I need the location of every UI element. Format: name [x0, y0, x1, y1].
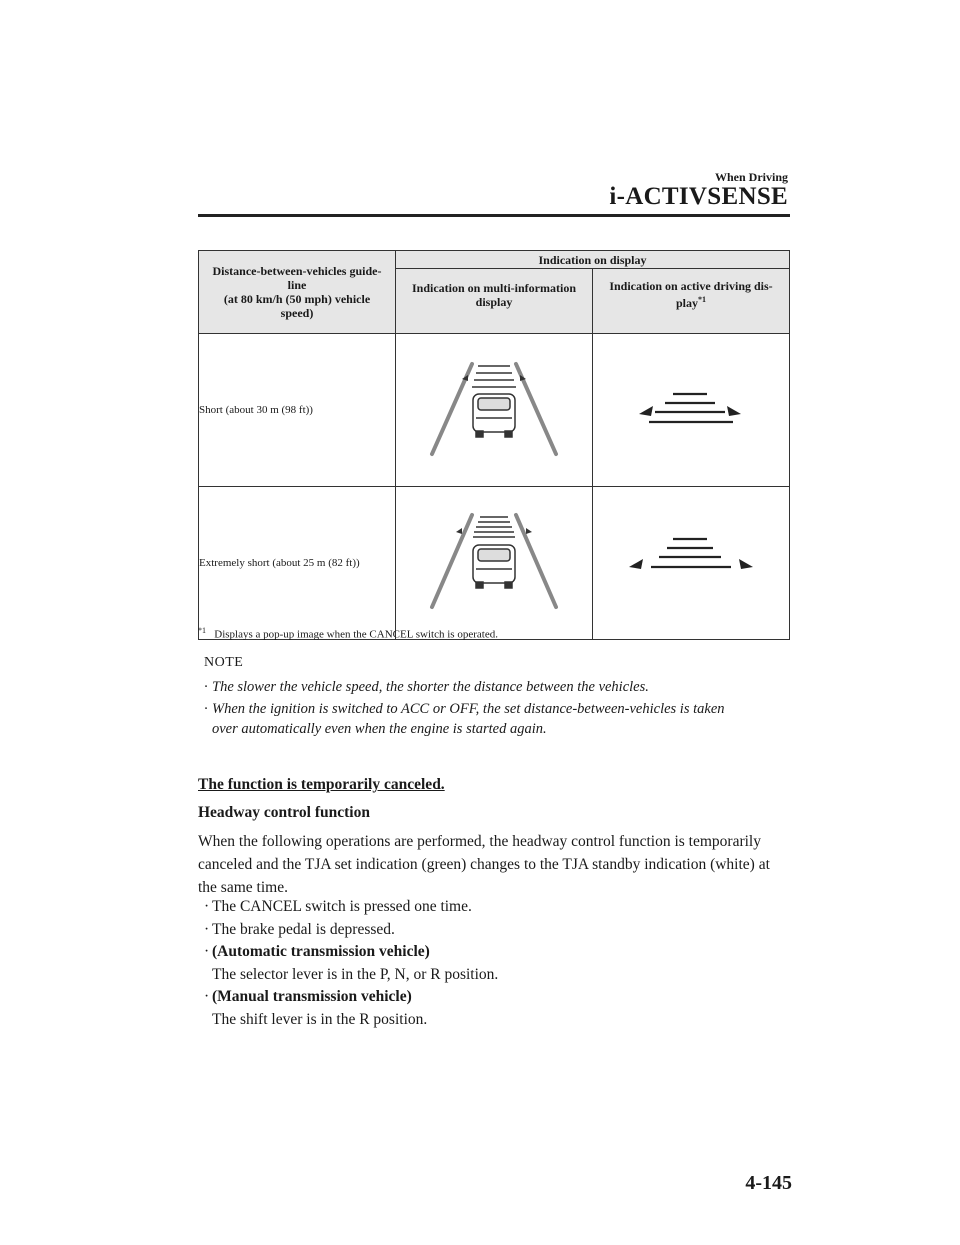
list-item: · (Manual transmission vehicle) — [204, 988, 412, 1005]
distance-bars-extremely-short-icon — [593, 487, 789, 634]
note-item-text: The slower the vehicle speed, the shorter the distance between the vehicles. — [212, 679, 649, 695]
paragraph-line: the same time. — [198, 879, 288, 896]
table-footnote — [198, 626, 498, 641]
section-paragraph — [198, 830, 770, 899]
list-item: · The brake pedal is depressed. — [204, 920, 395, 938]
col3-header-line: Indication on active driving dis- — [609, 279, 773, 293]
row-label: Short (about 30 m (98 ft)) — [199, 334, 396, 487]
note-item-text: When the ignition is switched to ACC or OFF, the set distance-between-vehicles is taken — [212, 701, 725, 717]
active-driving-display-short — [593, 334, 790, 487]
table-row — [199, 334, 790, 487]
distance-bars-short-icon — [593, 334, 789, 481]
group-header: Indication on display — [396, 251, 790, 269]
col3-header-line — [593, 293, 789, 310]
footnote-text: Displays a pop-up image when the CANCEL switch is operated. — [214, 628, 498, 641]
active-driving-display-extremely-short — [593, 487, 790, 640]
paragraph-line: When the following operations are performed, the headway control function is temporarily — [198, 833, 761, 850]
col1-header — [199, 251, 396, 334]
distance-table — [198, 250, 790, 640]
col2-header-line: Indication on multi-information — [411, 281, 576, 295]
section-subheading: Headway control function — [198, 804, 370, 821]
col1-header-line: line — [287, 278, 307, 292]
col1-header-line: Distance-between-vehicles guide- — [212, 264, 382, 278]
note-item-continuation: over automatically even when the engine is started again. — [212, 721, 547, 737]
row-label: Extremely short (about 25 m (82 ft)) — [199, 487, 396, 640]
list-item-text: The shift lever is in the R position. — [212, 1010, 428, 1028]
note-heading: NOTE — [204, 655, 244, 670]
table-row — [199, 487, 790, 640]
list-item-bold: (Manual transmission vehicle) — [212, 988, 412, 1005]
car-distance-short-icon — [396, 334, 592, 481]
list-item: · (Automatic transmission vehicle) — [204, 943, 430, 960]
list-item-text: The brake pedal is depressed. — [212, 920, 395, 938]
multi-info-display-extremely-short — [396, 487, 593, 640]
section-heading: The function is temporarily canceled. — [198, 776, 445, 793]
page-number: 4-145 — [745, 1172, 792, 1194]
list-item-bold: (Automatic transmission vehicle) — [212, 943, 430, 960]
header-chapter: i-ACTIVSENSE — [609, 183, 788, 210]
footnote-mark: *1 — [198, 626, 206, 635]
list-item-text: The selector lever is in the P, N, or R position. — [212, 965, 499, 983]
note-item: · The slower the vehicle speed, the shorter the distance between the vehicles. — [204, 679, 649, 695]
note-item: · When the ignition is switched to ACC or OFF, the set distance-between-vehicles is taken — [204, 701, 725, 717]
list-item-text: The CANCEL switch is pressed one time. — [212, 898, 472, 915]
list-item: · The CANCEL switch is pressed one time. — [204, 898, 472, 915]
footnote-mark: *1 — [698, 295, 706, 304]
cancel-conditions-list — [204, 896, 498, 1031]
col2-header — [396, 269, 593, 334]
col1-header-line: speed) — [280, 306, 314, 320]
col3-header-text: play — [675, 296, 698, 310]
car-distance-extremely-short-icon — [396, 487, 592, 634]
col2-header-line: display — [475, 295, 513, 309]
col3-header — [593, 269, 790, 334]
paragraph-line: canceled and the TJA set indication (green) changes to the TJA standby indication (white) at — [198, 856, 770, 873]
header-rule — [198, 214, 790, 217]
multi-info-display-short — [396, 334, 593, 487]
col1-header-line: (at 80 km/h (50 mph) vehicle — [223, 292, 371, 306]
header-section: When Driving — [714, 170, 788, 184]
